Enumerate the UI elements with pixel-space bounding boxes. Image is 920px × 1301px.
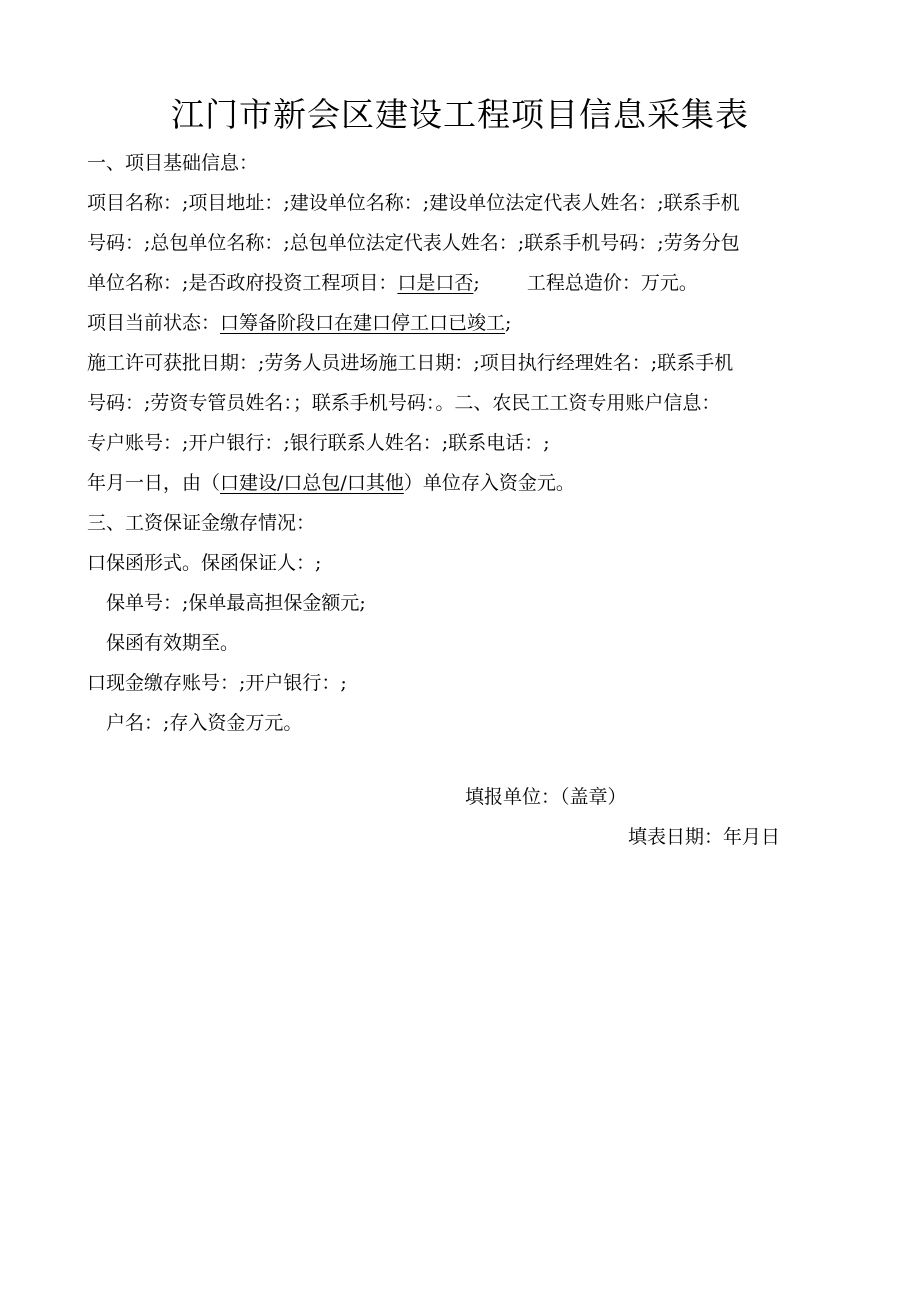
cash-deposit-option[interactable]: 口现金缴存账号：;开户银行：; [87,672,347,694]
government-investment-options[interactable]: 口是口否 [397,272,474,294]
total-cost-label: 工程总造价：万元。 [526,272,698,294]
account-name-line: 户名：;存入资金万元。 [106,712,303,734]
deposit-amount-label: ）单位存入资金元。 [403,472,575,494]
section1-line1: 项目名称：;项目地址：;建设单位名称：;建设单位法定代表人姓名：;联系手机 [87,192,740,214]
section1-heading: 一、项目基础信息： [87,152,259,174]
depositor-options[interactable]: 口建设/口总包/口其他 [220,472,404,494]
project-status-label: 项目当前状态： [87,312,221,334]
guarantee-option[interactable]: 口保函形式。保函保证人：; [87,552,322,574]
project-status-line [87,303,847,343]
section1-line6: 号码：;劳资专管员姓名：；联系手机号码：。二、农民工工资专用账户信息： [87,392,721,414]
form-body [87,143,847,743]
separator: ; [473,272,480,294]
section3-heading: 三、工资保证金缴存情况： [87,512,316,534]
validity-line: 保函有效期至。 [106,632,240,654]
section1-line5: 施工许可获批日期：;劳务人员进场施工日期：;项目执行经理姓名：;联系手机 [87,352,734,374]
section2-line1: 专户账号：;开户银行：;银行联系人姓名：;联系电话：; [87,432,550,454]
deposit-date-label: 年月一日，由（ [87,472,221,494]
project-status-options[interactable]: 口筹备阶段口在建口停工口已竣工 [220,312,506,334]
section1-line3 [87,263,847,303]
filing-date: 填表日期：年月日 [628,826,781,848]
section2-line2 [87,463,847,503]
policy-line: 保单号：;保单最高担保金额元; [106,592,366,614]
filing-unit-stamp: 填报单位：（盖章） [465,786,627,808]
page-title: 江门市新会区建设工程项目信息采集表 [171,95,749,134]
section1-line2: 号码：;总包单位名称：;总包单位法定代表人姓名：;联系手机号码：;劳务分包 [87,232,740,254]
separator: ; [505,312,512,334]
government-investment-label: 单位名称：;是否政府投资工程项目： [87,272,398,294]
